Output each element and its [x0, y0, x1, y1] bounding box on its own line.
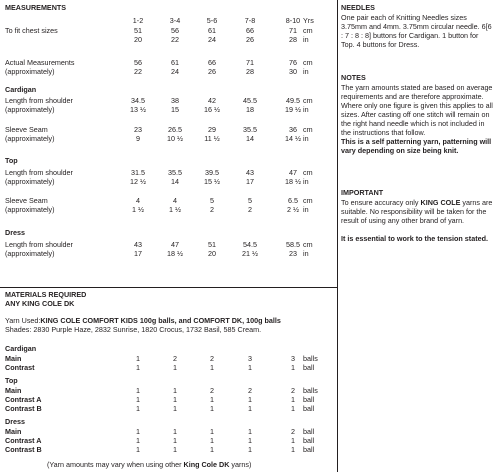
cm-value: 56 — [171, 26, 179, 35]
in-value: 14 — [246, 134, 254, 143]
cm-value: 43 — [134, 240, 142, 249]
material-qty: 1 — [173, 445, 177, 454]
material-qty: 1 — [173, 427, 177, 436]
cm-value: 4 — [173, 196, 177, 205]
material-unit: ball — [303, 436, 315, 445]
yarn-used — [5, 316, 281, 325]
important-text-brand: KING COLE — [420, 198, 461, 207]
in-value: 9 — [136, 134, 140, 143]
yarn-used-names: KING COLE COMFORT KIDS 100g balls, and COMFORT DK, 100g balls — [40, 316, 281, 325]
material-qty: 2 — [291, 386, 295, 395]
cm-value: 36 — [289, 125, 297, 134]
row-sublabel: (approximately) — [5, 249, 55, 258]
material-row-label: Main — [5, 354, 22, 363]
materials-subtitle: ANY KING COLE DK — [5, 299, 75, 308]
shades-text: Shades: 2830 Purple Haze, 2832 Sunrise, 1820 Crocus, 1732 Basil, 585 Cream. — [5, 325, 262, 334]
important-section — [341, 188, 493, 243]
material-row-label: Contrast A — [5, 395, 42, 404]
material-qty: 2 — [173, 354, 177, 363]
cm-value: 35.5 — [168, 168, 182, 177]
material-row-label: Contrast — [5, 363, 35, 372]
in-value: 14 — [171, 177, 179, 186]
in-value: 26 — [208, 67, 216, 76]
unit-in: in — [303, 105, 309, 114]
in-value: 12 ½ — [130, 177, 146, 186]
material-qty: 1 — [136, 386, 140, 395]
cm-value: 54.5 — [243, 240, 257, 249]
material-qty: 1 — [248, 395, 252, 404]
size-header: 8-10 — [285, 16, 301, 25]
cm-value: 34.5 — [131, 96, 145, 105]
material-row-label: Contrast A — [5, 436, 42, 445]
material-qty: 1 — [173, 436, 177, 445]
section-title: Cardigan — [5, 85, 37, 94]
material-row-label: Contrast B — [5, 445, 42, 454]
material-qty: 1 — [210, 404, 214, 413]
in-value: 16 ½ — [204, 105, 220, 114]
cm-value: 47 — [289, 168, 297, 177]
cm-value: 61 — [171, 58, 179, 67]
material-row-label: Main — [5, 427, 22, 436]
important-text-post: yarns are suitable. No responsibility will be taken for the result of using any other brand of yarn. — [341, 198, 493, 225]
row-label: Length from shoulder — [5, 240, 73, 249]
in-value: 22 — [171, 35, 179, 44]
yarn-used-label: Yarn Used: — [5, 316, 41, 325]
material-qty: 1 — [136, 427, 140, 436]
cm-value: 38 — [171, 96, 179, 105]
in-value: 11 ½ — [204, 134, 220, 143]
in-value: 28 — [289, 35, 297, 44]
cm-value: 45.5 — [243, 96, 257, 105]
material-qty: 2 — [210, 386, 214, 395]
in-value: 1 ½ — [169, 205, 181, 214]
in-value: 15 ½ — [204, 177, 220, 186]
material-qty: 1 — [210, 445, 214, 454]
cm-value: 42 — [208, 96, 216, 105]
unit-cm: cm — [303, 125, 313, 134]
row-label: Sleeve Seam — [5, 125, 48, 134]
in-value: 22 — [134, 67, 142, 76]
in-value: 1 ½ — [132, 205, 144, 214]
notes-bold-text: This is a self patterning yarn, patterning will vary depending on size being knit. — [341, 137, 492, 155]
material-qty: 1 — [248, 445, 252, 454]
notes-title: NOTES — [341, 73, 366, 82]
in-value: 28 — [246, 67, 254, 76]
material-qty: 2 — [210, 354, 214, 363]
unit-cm: cm — [303, 58, 313, 67]
material-unit: ball — [303, 363, 315, 372]
unit-in: in — [303, 177, 309, 186]
material-qty: 1 — [291, 404, 295, 413]
in-value: 23 — [289, 249, 297, 258]
footnote-part: (Yarn amounts may vary when using other — [47, 460, 184, 469]
cm-value: 29 — [208, 125, 216, 134]
important-tension: It is essential to work to the tension stated. — [341, 234, 488, 243]
material-group-title: Cardigan — [5, 344, 37, 353]
material-group-title: Dress — [5, 417, 25, 426]
material-unit: ball — [303, 395, 315, 404]
cm-value: 6.5 — [288, 196, 298, 205]
material-qty: 1 — [136, 404, 140, 413]
cm-value: 31.5 — [131, 168, 145, 177]
in-value: 2 — [210, 205, 214, 214]
cm-value: 71 — [246, 58, 254, 67]
in-value: 18 ½ — [167, 249, 183, 258]
material-unit: ball — [303, 427, 315, 436]
cm-value: 58.5 — [286, 240, 300, 249]
material-qty: 2 — [248, 386, 252, 395]
cm-value: 51 — [208, 240, 216, 249]
material-row-label: Contrast B — [5, 404, 42, 413]
in-value: 10 ½ — [167, 134, 183, 143]
material-qty: 3 — [291, 354, 295, 363]
in-value: 30 — [289, 67, 297, 76]
row-label: Actual Measurements — [5, 58, 75, 67]
material-unit: ball — [303, 445, 315, 454]
material-qty: 1 — [136, 354, 140, 363]
divider-vertical — [337, 0, 338, 472]
material-qty: 1 — [210, 395, 214, 404]
row-sublabel: (approximately) — [5, 67, 55, 76]
material-qty: 1 — [173, 395, 177, 404]
row-label: To fit chest sizes — [5, 26, 58, 35]
cm-value: 71 — [289, 26, 297, 35]
size-header: 1-2 — [132, 16, 144, 25]
row-sublabel: (approximately) — [5, 134, 55, 143]
material-qty: 1 — [173, 404, 177, 413]
row-sublabel: (approximately) — [5, 177, 55, 186]
in-value: 18 — [246, 105, 254, 114]
in-value: 24 — [208, 35, 216, 44]
unit-in: in — [303, 67, 309, 76]
in-value: 2 ½ — [287, 205, 299, 214]
material-qty: 3 — [248, 354, 252, 363]
cm-value: 23 — [134, 125, 142, 134]
in-value: 21 ½ — [242, 249, 258, 258]
materials-title: MATERIALS REQUIRED — [5, 290, 87, 299]
material-row-label: Main — [5, 386, 22, 395]
footnote-part: yarns) — [229, 460, 252, 469]
important-text-pre: To ensure accuracy only — [341, 198, 421, 207]
material-qty: 1 — [210, 427, 214, 436]
in-value: 19 ½ — [285, 105, 301, 114]
material-qty: 1 — [173, 363, 177, 372]
row-label: Length from shoulder — [5, 168, 73, 177]
needles-title: NEEDLES — [341, 3, 375, 12]
in-value: 26 — [246, 35, 254, 44]
notes-section — [341, 73, 493, 155]
unit-in: in — [303, 35, 309, 44]
in-value: 20 — [134, 35, 142, 44]
material-unit: balls — [303, 354, 318, 363]
unit-cm: cm — [303, 26, 313, 35]
needles-text: One pair each of Knitting Needles sizes 3.75mm and 4mm. 3.75mm circular needle. 6[6 : 7 : 8 : 8] buttons for Cardigan. 1 button for Top. 4 buttons for Dress. — [341, 13, 492, 49]
material-qty: 1 — [136, 436, 140, 445]
material-qty: 1 — [136, 363, 140, 372]
in-value: 14 ½ — [285, 134, 301, 143]
cm-value: 66 — [246, 26, 254, 35]
size-header: 7-8 — [244, 16, 256, 25]
needles-section — [341, 3, 493, 49]
material-qty: 1 — [210, 436, 214, 445]
material-qty: 2 — [291, 427, 295, 436]
unit-cm: cm — [303, 96, 313, 105]
cm-value: 4 — [136, 196, 140, 205]
row-label: Sleeve Seam — [5, 196, 48, 205]
in-value: 18 ½ — [285, 177, 301, 186]
material-qty: 1 — [248, 404, 252, 413]
footnote-part: King Cole DK — [183, 460, 230, 469]
unit-in: in — [303, 205, 309, 214]
cm-value: 39.5 — [205, 168, 219, 177]
in-value: 13 ½ — [130, 105, 146, 114]
material-qty: 1 — [248, 427, 252, 436]
material-qty: 1 — [136, 395, 140, 404]
unit-cm: cm — [303, 196, 313, 205]
measurements-title: MEASUREMENTS — [5, 3, 67, 12]
material-group-title: Top — [5, 376, 18, 385]
material-qty: 1 — [136, 445, 140, 454]
unit-in: in — [303, 134, 309, 143]
cm-value: 51 — [134, 26, 142, 35]
important-title: IMPORTANT — [341, 188, 384, 197]
material-qty: 1 — [291, 363, 295, 372]
unit-cm: cm — [303, 168, 313, 177]
row-sublabel: (approximately) — [5, 105, 55, 114]
divider-horizontal — [0, 287, 337, 288]
cm-value: 35.5 — [243, 125, 257, 134]
material-qty: 1 — [291, 395, 295, 404]
cm-value: 56 — [134, 58, 142, 67]
material-qty: 1 — [291, 445, 295, 454]
in-value: 15 — [171, 105, 179, 114]
in-value: 2 — [248, 205, 252, 214]
material-qty: 1 — [248, 436, 252, 445]
section-title: Dress — [5, 228, 25, 237]
material-qty: 1 — [210, 363, 214, 372]
row-label: Length from shoulder — [5, 96, 73, 105]
cm-value: 5 — [248, 196, 252, 205]
in-value: 17 — [246, 177, 254, 186]
row-sublabel: (approximately) — [5, 205, 55, 214]
material-qty: 1 — [173, 386, 177, 395]
cm-value: 5 — [210, 196, 214, 205]
section-title: Top — [5, 156, 18, 165]
cm-value: 43 — [246, 168, 254, 177]
important-text — [341, 198, 493, 225]
material-unit: balls — [303, 386, 318, 395]
unit-cm: cm — [303, 240, 313, 249]
size-header: 3-4 — [169, 16, 181, 25]
in-value: 20 — [208, 249, 216, 258]
material-qty: 1 — [291, 436, 295, 445]
size-header: 5-6 — [206, 16, 218, 25]
size-unit: Yrs — [303, 16, 314, 25]
material-qty: 1 — [248, 363, 252, 372]
material-unit: ball — [303, 404, 315, 413]
unit-in: in — [303, 249, 309, 258]
cm-value: 47 — [171, 240, 179, 249]
cm-value: 26.5 — [168, 125, 182, 134]
cm-value: 49.5 — [286, 96, 300, 105]
materials-footnote — [47, 460, 251, 469]
cm-value: 66 — [208, 58, 216, 67]
in-value: 24 — [171, 67, 179, 76]
cm-value: 76 — [289, 58, 297, 67]
cm-value: 61 — [208, 26, 216, 35]
in-value: 17 — [134, 249, 142, 258]
notes-text: The yarn amounts stated are based on average requirements and are therefore approximate. Where only one figure is given this applies to all sizes. After casting off one stitch will remain on the right hand needle which is not included in the instructions that follow. — [341, 83, 493, 137]
